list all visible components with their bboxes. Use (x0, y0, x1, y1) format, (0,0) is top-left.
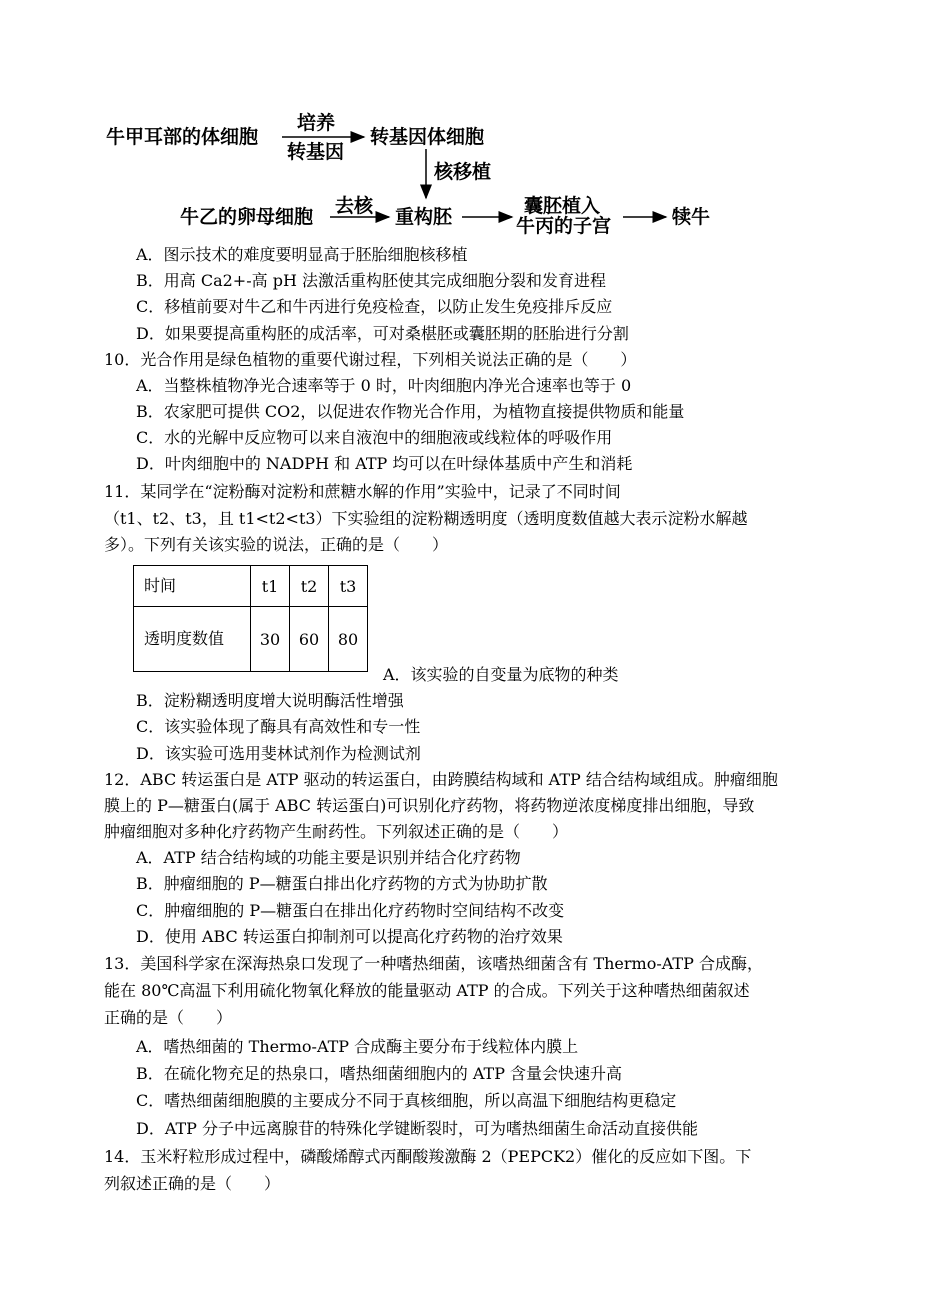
q11-option-b: B．淀粉糊透明度增大说明酶活性增强 (136, 691, 404, 710)
q13-option-c: C．嗜热细菌细胞膜的主要成分不同于真核细胞，所以高温下细胞结构更稳定 (136, 1091, 677, 1110)
reconstructed-embryo: 重构胚 (395, 206, 453, 228)
table-cell-t3-value: 80 (329, 607, 368, 672)
q9-option-b: B．用高 Ca2+-高 pH 法激活重构胚使其完成细胞分裂和发育进程 (136, 271, 606, 290)
cow-b-oocyte: 牛乙的卵母细胞 (180, 206, 314, 228)
q10-stem: 10．光合作用是绿色植物的重要代谢过程，下列相关说法正确的是（ ） (104, 350, 637, 369)
q11-option-c: C．该实验体现了酶具有高效性和专一性 (136, 717, 421, 736)
q9-option-a: A．图示技术的难度要明显高于胚胎细胞核移植 (136, 245, 468, 264)
q12-option-c: C．肿瘤细胞的 P—糖蛋白在排出化疗药物时空间结构不改变 (136, 901, 565, 920)
q13-option-a: A．嗜热细菌的 Thermo-ATP 合成酶主要分布于线粒体内膜上 (136, 1037, 579, 1056)
table-header-t2: t2 (290, 566, 329, 607)
transgenic-cell: 转基因体细胞 (370, 126, 485, 148)
nuclear-transfer-label: 核移植 (434, 161, 492, 183)
table-cell-transparency: 透明度数值 (134, 607, 251, 672)
calf: 犊牛 (672, 206, 711, 228)
q13-stem-line3: 正确的是（ ） (104, 1008, 233, 1027)
q13-option-d: D．ATP 分子中远离腺苷的特殊化学键断裂时，可为嗜热细菌生命活动直接供能 (136, 1119, 699, 1138)
q10-option-c: C．水的光解中反应物可以来自液泡中的细胞液或线粒体的呼吸作用 (136, 428, 613, 447)
q12-stem-line1: 12．ABC 转运蛋白是 ATP 驱动的转运蛋白，由跨膜结构域和 ATP 结合结构域组成。肿瘤细胞 (104, 770, 778, 789)
q9-option-c: C．移植前要对牛乙和牛丙进行免疫检查，以防止发生免疫排斥反应 (136, 297, 613, 316)
table-header-t1: t1 (251, 566, 290, 607)
q12-stem-line2: 膜上的 P—糖蛋白(属于 ABC 转运蛋白)可识别化疗药物，将药物逆浓度梯度排出细胞，导致 (104, 796, 755, 815)
transparency-table (133, 565, 368, 672)
cow-a-somatic-cell: 牛甲耳部的体细胞 (106, 126, 259, 148)
q12-option-d: D．使用 ABC 转运蛋白抑制剂可以提高化疗药物的治疗效果 (136, 927, 563, 946)
q11-stem-line1: 11．某同学在“淀粉酶对淀粉和蔗糖水解的作用”实验中，记录了不同时间 (104, 482, 621, 501)
cloning-flow-diagram (0, 0, 950, 240)
table-row (134, 566, 368, 607)
q11-stem-line3: 多）。下列有关该实验的说法，正确的是（ ） (104, 535, 449, 554)
q13-option-b: B．在硫化物充足的热泉口，嗜热细菌细胞内的 ATP 含量会快速升高 (136, 1064, 623, 1083)
table-row (134, 607, 368, 672)
q10-option-b: B．农家肥可提供 CO2，以促进农作物光合作用，为植物直接提供物质和能量 (136, 402, 685, 421)
implant-label-line2: 牛丙的子宫 (516, 215, 612, 237)
q11-option-d: D．该实验可选用斐林试剂作为检测试剂 (136, 744, 421, 763)
q14-stem-line2: 列叙述正确的是（ ） (104, 1174, 281, 1193)
implant-label-line1: 囊胚植入 (524, 195, 601, 217)
q14-stem-line1: 14．玉米籽粒形成过程中，磷酸烯醇式丙酮酸羧激酶 2（PEPCK2）催化的反应如下图。下 (104, 1147, 752, 1166)
q10-option-d: D．叶肉细胞中的 NADPH 和 ATP 均可以在叶绿体基质中产生和消耗 (136, 454, 633, 473)
q12-stem-line3: 肿瘤细胞对多种化疗药物产生耐药性。下列叙述正确的是（ ） (104, 822, 569, 841)
transgene-label: 转基因 (287, 141, 345, 163)
table-cell-t2-value: 60 (290, 607, 329, 672)
q13-stem-line1: 13．美国科学家在深海热泉口发现了一种嗜热细菌，该嗜热细菌含有 Thermo-ATP 合成酶， (104, 954, 763, 973)
enucleate-label: 去核 (335, 195, 374, 217)
table-cell-t1-value: 30 (251, 607, 290, 672)
table-header-t3: t3 (329, 566, 368, 607)
q11-stem-line2: （t1、t2、t3，且 t1<t2<t3）下实验组的淀粉糊透明度（透明度数值越大表示淀粉水解越 (104, 509, 748, 528)
culture-label: 培养 (297, 112, 336, 134)
table-header-time: 时间 (134, 566, 251, 607)
q12-option-a: A．ATP 结合结构域的功能主要是识别并结合化疗药物 (136, 848, 521, 867)
q9-option-d: D．如果要提高重构胚的成活率，可对桑椹胚或囊胚期的胚胎进行分割 (136, 324, 629, 343)
q13-stem-line2: 能在 80℃高温下利用硫化物氧化释放的能量驱动 ATP 的合成。下列关于这种嗜热细菌叙述 (104, 981, 750, 1000)
q11-option-a: A．该实验的自变量为底物的种类 (383, 665, 619, 684)
q10-option-a: A．当整株植物净光合速率等于 0 时，叶肉细胞内净光合速率也等于 0 (136, 376, 632, 395)
q12-option-b: B．肿瘤细胞的 P—糖蛋白排出化疗药物的方式为协助扩散 (136, 874, 548, 893)
